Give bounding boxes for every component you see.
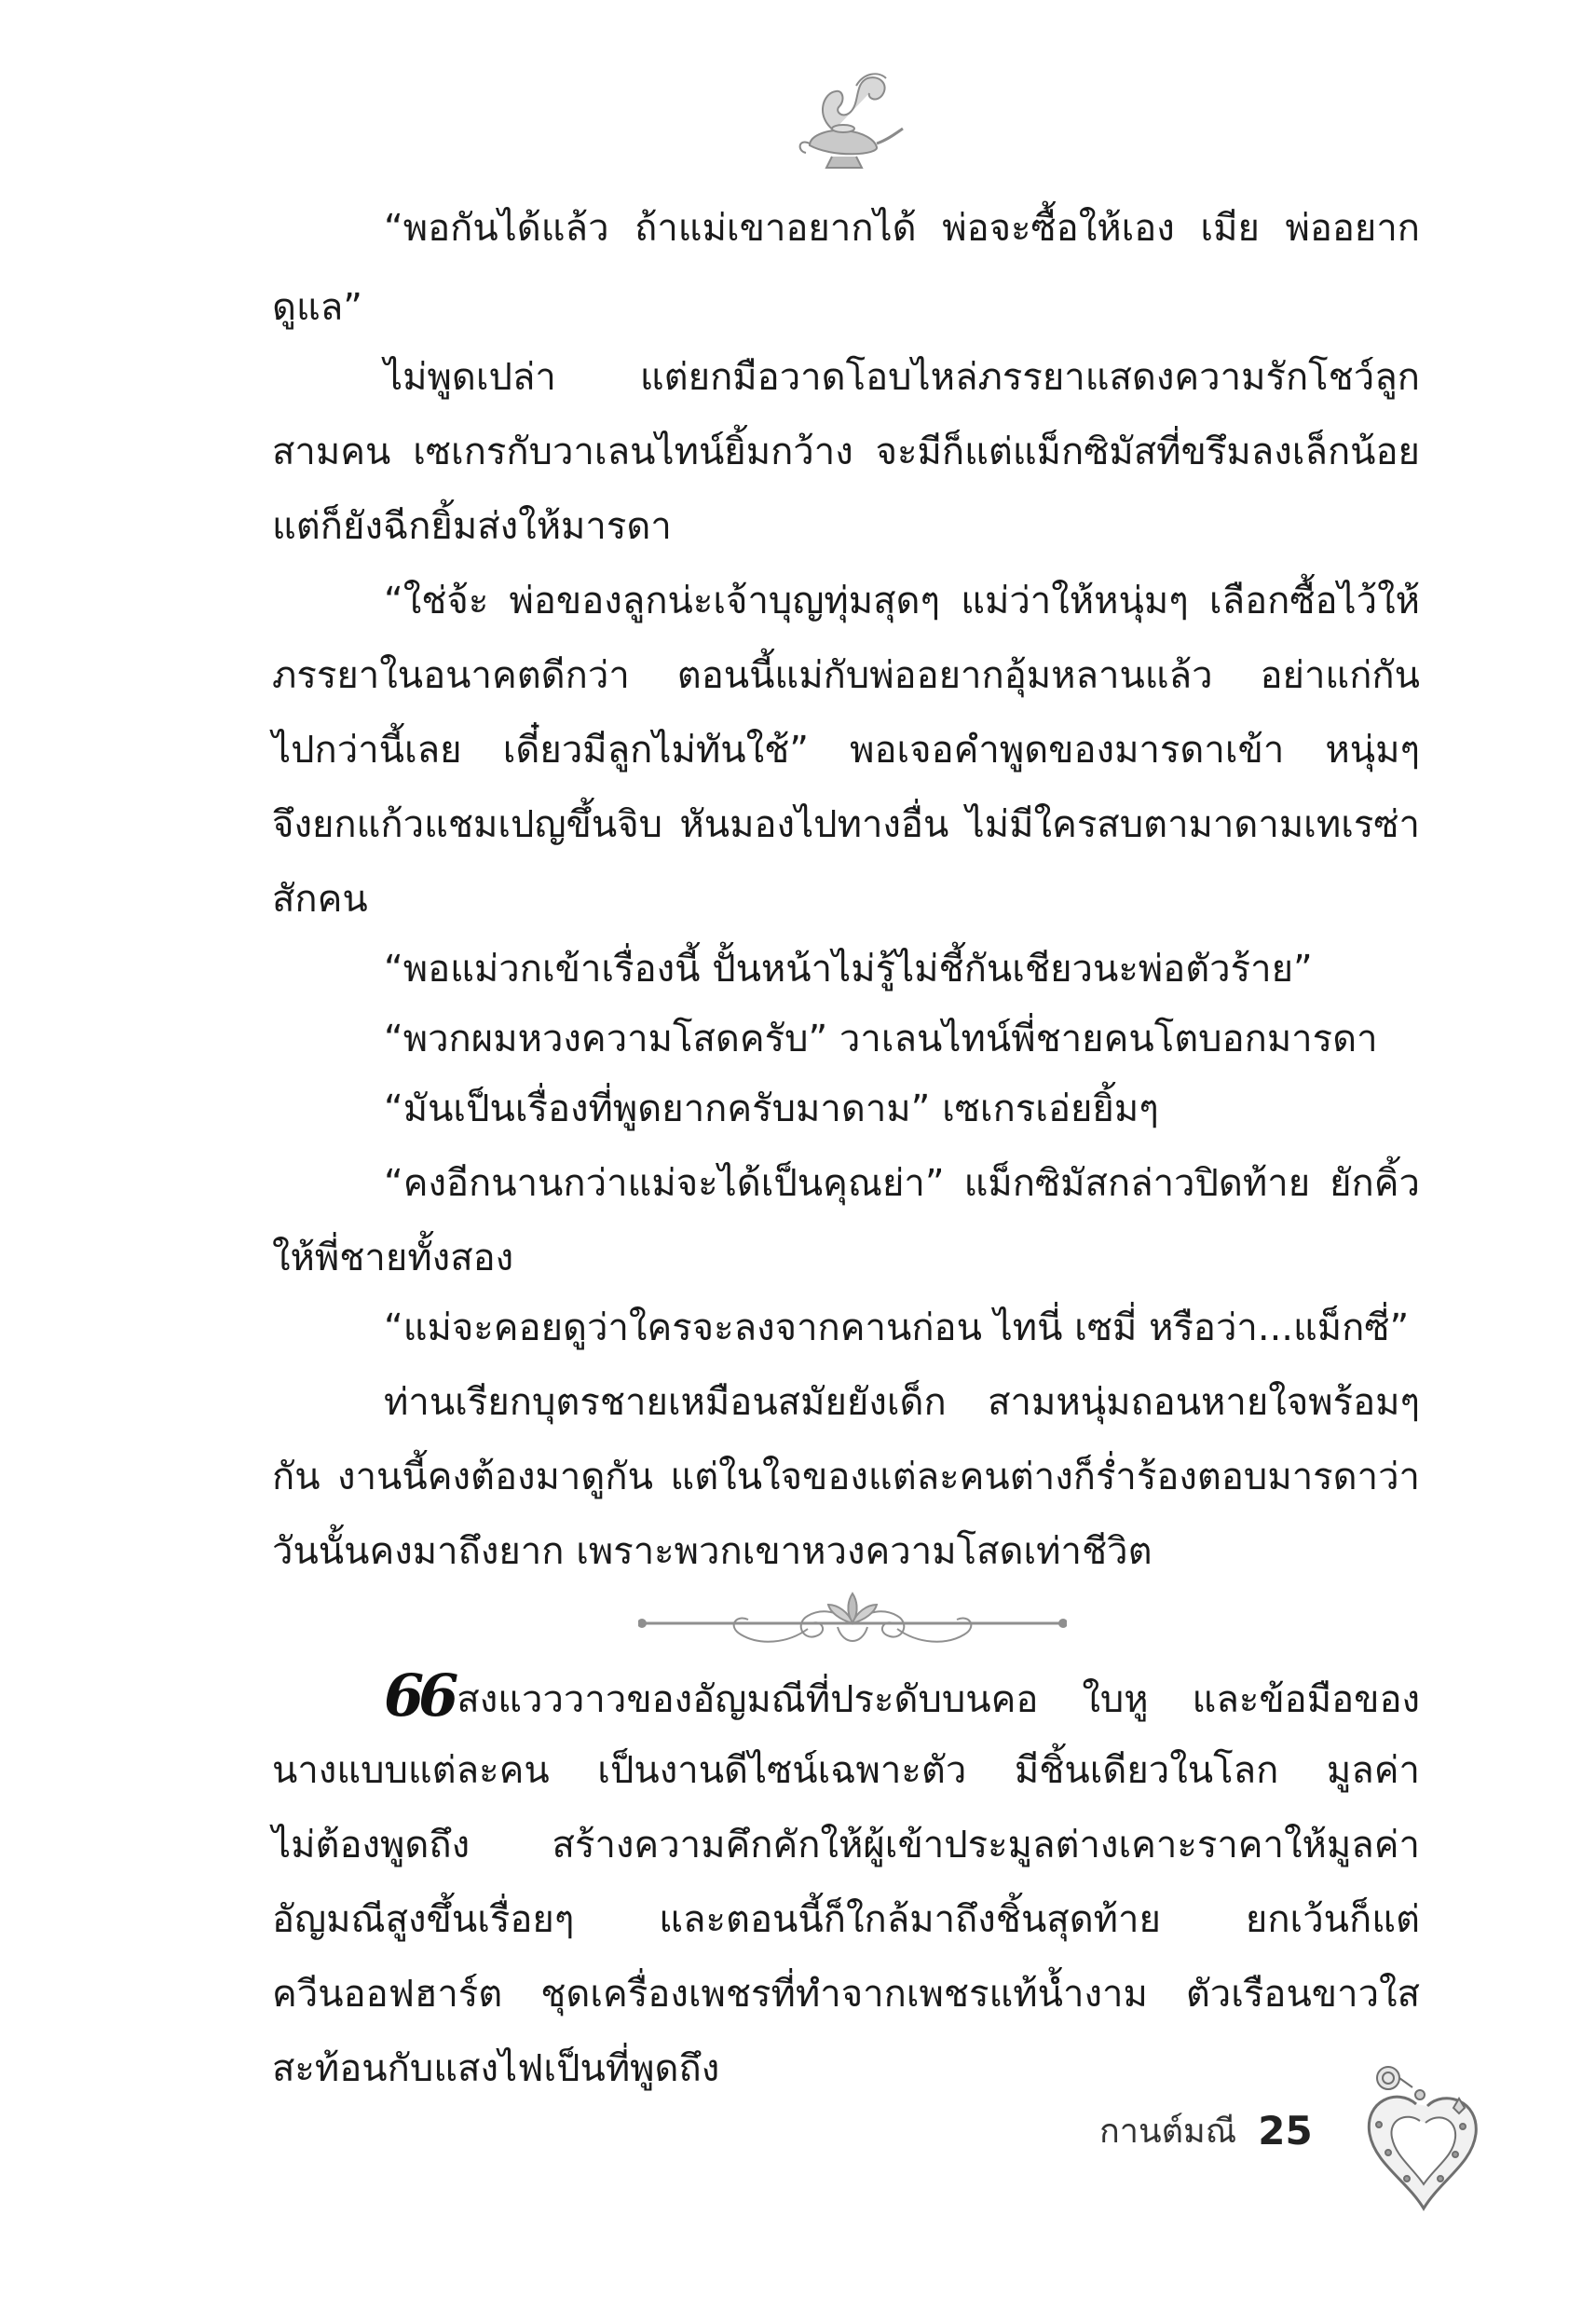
flourish-divider-icon — [638, 1592, 1067, 1657]
paragraph-line: สะท้อนกับแสงไฟเป็นที่พูดถึง — [272, 2047, 720, 2090]
paragraph-line: กัน งานนี้คงต้องมาดูกัน แต่ในใจของแต่ละคนต่างก็ร่ำร้องตอบมารดาว่า — [272, 1456, 1420, 1498]
paragraph-line: “พอกันได้แล้ว ถ้าแม่เขาอยากได้ พ่อจะซื้อให้เอง เมีย พ่ออยาก — [384, 207, 1420, 250]
opening-quote-mark: 66 — [384, 1661, 454, 1730]
paragraph-line: ควีนออฟฮาร์ต ชุดเครื่องเพชรที่ทำจากเพชรแท้น้ำงาม ตัวเรือนขาวใส — [272, 1973, 1420, 2016]
paragraph-line: ให้พี่ชายทั้งสอง — [272, 1237, 514, 1279]
paragraph-line: ภรรยาในอนาคตดีกว่า ตอนนี้แม่กับพ่ออยากอุ้มหลานแล้ว อย่าแก่กัน — [272, 654, 1420, 697]
paragraph-line: “พวกผมหวงความโสดครับ” วาเลนไทน์พี่ชายคนโตบอกมารดา — [384, 1018, 1378, 1060]
paragraph-line: สักคน — [272, 878, 368, 921]
paragraph-line: ท่านเรียกบุตรชายเหมือนสมัยยังเด็ก สามหนุ่มถอนหายใจพร้อมๆ — [384, 1381, 1420, 1424]
paragraph-line: “คงอีกนานกว่าแม่จะได้เป็นคุณย่า” แม็กซิมัสกล่าวปิดท้าย ยักคิ้ว — [384, 1162, 1420, 1205]
paragraph-line: ดูแล” — [272, 286, 362, 329]
paragraph-line: สงแวววาวของอัญมณีที่ประดับบนคอ ใบหู และข้อมือของ — [457, 1678, 1420, 1721]
paragraph-line: “แม่จะคอยดูว่าใครจะลงจากคานก่อน ไทนี่ เซมี่ หรือว่า...แม็กซี่” — [384, 1306, 1410, 1349]
genie-lamp-icon — [778, 65, 908, 177]
diamond-heart-pendant-icon — [1351, 2059, 1481, 2227]
paragraph-line: ไปกว่านี้เลย เดี๋ยวมีลูกไม่ทันใช้” พอเจอคำพูดของมารดาเข้า หนุ่มๆ — [272, 729, 1420, 772]
paragraph-line: วันนั้นคงมาถึงยาก เพราะพวกเขาหวงความโสดเท่าชีวิต — [272, 1530, 1153, 1573]
paragraph-line: สามคน เซเกรกับวาเลนไทน์ยิ้มกว้าง จะมีก็แต่แม็กซิมัสที่ขรึมลงเล็กน้อย — [272, 431, 1420, 473]
paragraph-line: “มันเป็นเรื่องที่พูดยากครับมาดาม” เซเกรเอ่ยยิ้มๆ — [384, 1087, 1159, 1130]
paragraph-line: “พอแม่วกเข้าเรื่องนี้ ปั้นหน้าไม่รู้ไม่ชี้กันเชียวนะพ่อตัวร้าย” — [384, 948, 1313, 991]
paragraph-line: นางแบบแต่ละคน เป็นงานดีไซน์เฉพาะตัว มีชิ้นเดียวในโลก มูลค่า — [272, 1749, 1420, 1792]
paragraph-line: แต่ก็ยังฉีกยิ้มส่งให้มารดา — [272, 505, 672, 548]
paragraph-line: อัญมณีสูงขึ้นเรื่อยๆ และตอนนี้ก็ใกล้มาถึงชิ้นสุดท้าย ยกเว้นก็แต่ — [272, 1898, 1420, 1941]
book-title: กานต์มณี — [1099, 2113, 1237, 2151]
paragraph-line: จึงยกแก้วแชมเปญขึ้นจิบ หันมองไปทางอื่น ไม่มีใครสบตามาดามเทเรซ่า — [272, 803, 1420, 846]
paragraph-line: “ใช่จ้ะ พ่อของลูกน่ะเจ้าบุญทุ่มสุดๆ แม่ว่าให้หนุ่มๆ เลือกซื้อไว้ให้ — [384, 580, 1420, 622]
page-footer — [1099, 2104, 1313, 2160]
page-number: 25 — [1258, 2108, 1313, 2154]
section-first-line — [384, 1661, 1420, 1730]
paragraph-line: ไม่พูดเปล่า แต่ยกมือวาดโอบไหล่ภรรยาแสดงความรักโชว์ลูก — [384, 356, 1420, 399]
paragraph-line: ไม่ต้องพูดถึง สร้างความคึกคักให้ผู้เข้าประมูลต่างเคาะราคาให้มูลค่า — [272, 1824, 1420, 1867]
